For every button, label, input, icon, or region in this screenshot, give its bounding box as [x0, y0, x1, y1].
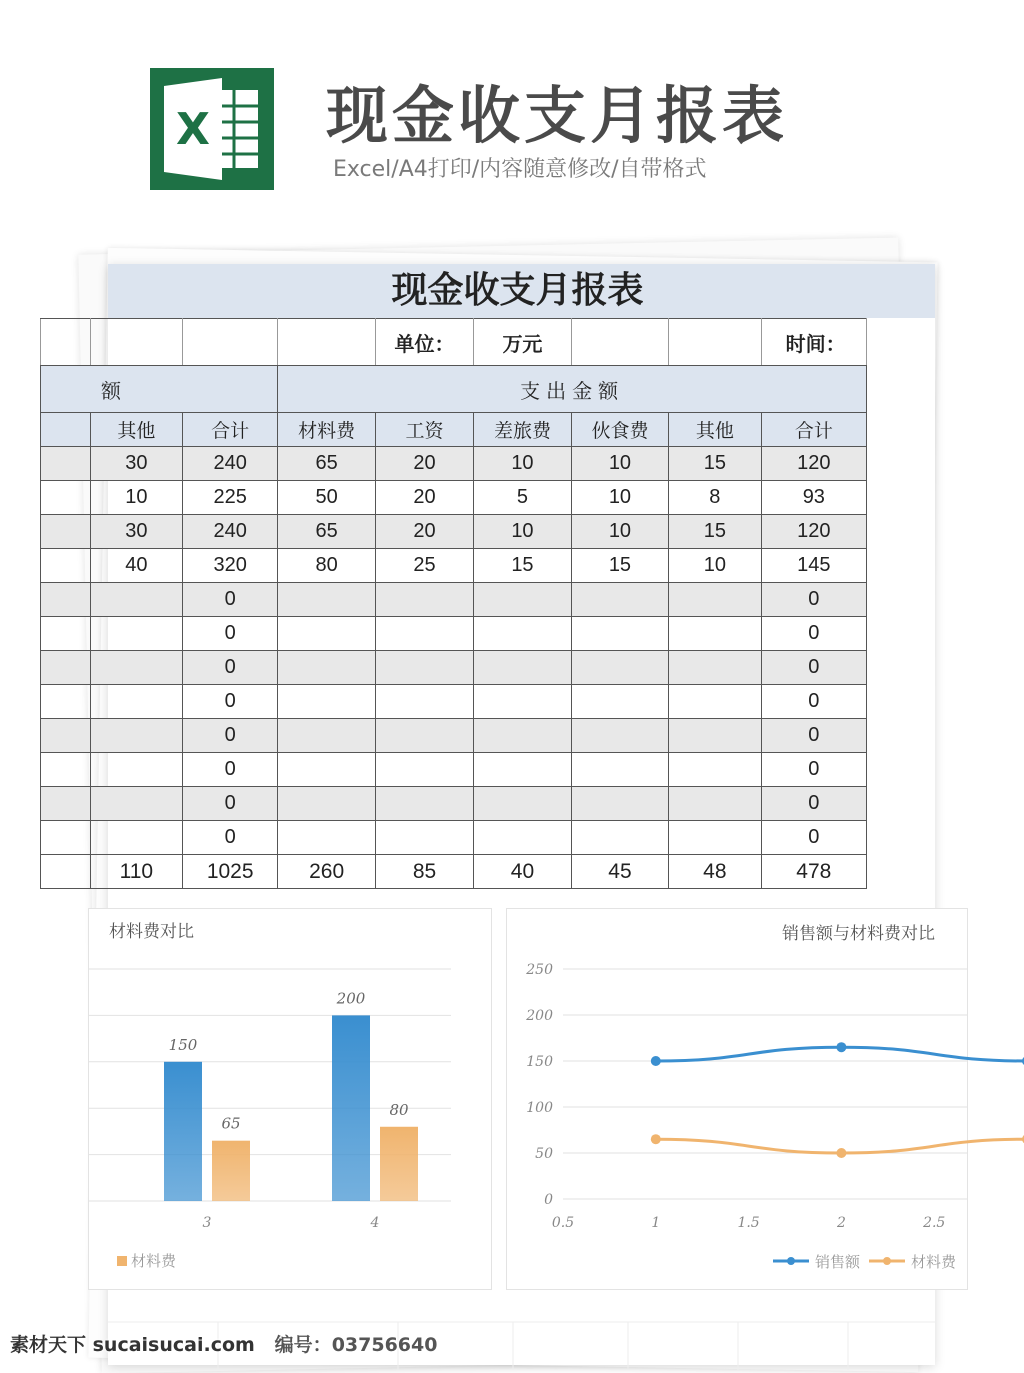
- table-cell: [376, 719, 474, 753]
- table-cell: [376, 753, 474, 787]
- column-header: 其他: [669, 413, 762, 447]
- table-cell: 20: [376, 515, 474, 549]
- x-tick-label: 2: [836, 1215, 846, 1231]
- table-cell: 10: [571, 515, 668, 549]
- column-header-row: [41, 413, 867, 447]
- income-group-header: 额: [41, 366, 278, 413]
- data-label: 150: [168, 1035, 198, 1054]
- table-cell: 0: [183, 821, 278, 855]
- chart-title: 销售额与材料费对比: [782, 924, 935, 944]
- table-cell: 10: [571, 481, 668, 515]
- legend-marker: [787, 1257, 795, 1265]
- bar-chart: [88, 908, 492, 1290]
- table-cell: [571, 617, 668, 651]
- table-row: [41, 719, 867, 753]
- table-cell: 10: [669, 549, 762, 583]
- table-cell: [278, 685, 376, 719]
- legend-swatch: [117, 1256, 127, 1266]
- total-cell: 1025: [183, 855, 278, 889]
- y-tick-label: 200: [526, 1008, 553, 1024]
- table-cell: [90, 617, 183, 651]
- table-cell: [376, 617, 474, 651]
- y-tick-label: 150: [526, 1054, 553, 1070]
- chart-title: 材料费对比: [109, 922, 194, 942]
- data-point: [651, 1056, 661, 1066]
- info-cell: [90, 319, 183, 366]
- column-header: 工资: [376, 413, 474, 447]
- table-cell: 20: [376, 481, 474, 515]
- table-cell: [474, 617, 572, 651]
- cut-cell: [41, 583, 91, 617]
- table-cell: [90, 719, 183, 753]
- table-cell: [90, 787, 183, 821]
- table-cell: 240: [183, 447, 278, 481]
- table-row: [41, 481, 867, 515]
- table-cell: [376, 651, 474, 685]
- table-cell: [278, 821, 376, 855]
- table-cell: [278, 583, 376, 617]
- table-cell: 0: [183, 719, 278, 753]
- table-cell: 30: [90, 515, 183, 549]
- data-point: [836, 1042, 846, 1052]
- watermark-id-label: 编号：: [274, 1334, 332, 1356]
- table-cell: 120: [761, 447, 866, 481]
- table-cell: 10: [90, 481, 183, 515]
- table-cell: 10: [571, 447, 668, 481]
- table-row: [41, 515, 867, 549]
- cut-cell: [41, 651, 91, 685]
- column-header: 材料费: [278, 413, 376, 447]
- table-cell: [474, 583, 572, 617]
- table-cell: 20: [376, 447, 474, 481]
- table-cell: [669, 753, 762, 787]
- cut-cell: [41, 821, 91, 855]
- table-cell: 0: [183, 787, 278, 821]
- data-label: 65: [221, 1114, 241, 1133]
- watermark: [10, 1330, 437, 1357]
- table-cell: [90, 821, 183, 855]
- cut-cell: [41, 685, 91, 719]
- report-table: [40, 318, 867, 889]
- expense-group-header: 支出金额: [278, 366, 867, 413]
- data-label: 200: [336, 989, 366, 1008]
- column-header: 差旅费: [474, 413, 572, 447]
- cut-cell: [41, 481, 91, 515]
- excel-logo-icon: [150, 68, 274, 190]
- table-cell: [90, 753, 183, 787]
- table-cell: [571, 821, 668, 855]
- total-cell: 48: [669, 855, 762, 889]
- table-cell: [571, 787, 668, 821]
- table-row: [41, 447, 867, 481]
- table-cell: 0: [761, 753, 866, 787]
- table-cell: 0: [761, 821, 866, 855]
- table-cell: [571, 719, 668, 753]
- watermark-id: 03756640: [331, 1334, 438, 1356]
- x-tick-label: 0.5: [551, 1215, 575, 1231]
- cut-cell: [41, 719, 91, 753]
- table-cell: [474, 821, 572, 855]
- table-cell: [90, 651, 183, 685]
- column-header: 其他: [90, 413, 183, 447]
- unit-value: 万元: [474, 319, 572, 366]
- table-cell: 0: [761, 685, 866, 719]
- table-cell: [571, 753, 668, 787]
- table-cell: 65: [278, 515, 376, 549]
- data-point: [836, 1148, 846, 1158]
- total-cell: 260: [278, 855, 376, 889]
- y-tick-label: 250: [526, 962, 553, 978]
- cut-cell: [41, 617, 91, 651]
- legend-marker: [883, 1257, 891, 1265]
- page-title: 现金收支月报表: [326, 79, 789, 152]
- table-row: [41, 651, 867, 685]
- data-label: 80: [389, 1100, 409, 1119]
- table-cell: 15: [669, 447, 762, 481]
- y-tick-label: 50: [535, 1146, 553, 1162]
- table-cell: 0: [761, 651, 866, 685]
- table-cell: 0: [183, 651, 278, 685]
- y-tick-label: 100: [526, 1100, 553, 1116]
- logo-letter: X: [176, 104, 210, 155]
- cut-cell: [41, 515, 91, 549]
- table-cell: [90, 685, 183, 719]
- legend-label: 材料费: [131, 1252, 177, 1270]
- table-cell: [278, 787, 376, 821]
- legend-label: 材料费: [911, 1253, 957, 1271]
- table-cell: [669, 583, 762, 617]
- table-cell: 40: [90, 549, 183, 583]
- table-cell: [571, 685, 668, 719]
- bar: [380, 1127, 418, 1201]
- table-cell: 15: [571, 549, 668, 583]
- table-cell: 240: [183, 515, 278, 549]
- table-cell: 10: [474, 515, 572, 549]
- table-cell: [571, 651, 668, 685]
- column-header: 合计: [183, 413, 278, 447]
- table-cell: [669, 651, 762, 685]
- table-cell: [669, 719, 762, 753]
- x-tick-label: 1: [651, 1215, 661, 1231]
- info-cell: [278, 319, 376, 366]
- table-cell: 80: [278, 549, 376, 583]
- table-cell: 0: [183, 685, 278, 719]
- column-header: 合计: [761, 413, 866, 447]
- table-cell: 15: [669, 515, 762, 549]
- table-cell: 0: [761, 583, 866, 617]
- table-row: [41, 685, 867, 719]
- table-cell: 225: [183, 481, 278, 515]
- table-cell: [376, 787, 474, 821]
- group-row: [41, 366, 867, 413]
- bar-chart-svg: [89, 909, 491, 1289]
- unit-label: 单位：: [376, 319, 474, 366]
- cut-cell: [41, 787, 91, 821]
- table-cell: [571, 583, 668, 617]
- total-cell: 40: [474, 855, 572, 889]
- table-cell: [90, 583, 183, 617]
- total-row: [41, 855, 867, 889]
- total-cell: 85: [376, 855, 474, 889]
- table-cell: 0: [183, 583, 278, 617]
- y-tick-label: 0: [544, 1192, 553, 1208]
- bar: [164, 1062, 202, 1201]
- line-chart-svg: [507, 909, 967, 1289]
- table-cell: 15: [474, 549, 572, 583]
- table-cell: 320: [183, 549, 278, 583]
- table-cell: [376, 685, 474, 719]
- info-cell: [183, 319, 278, 366]
- table-cell: [474, 787, 572, 821]
- info-cell: [571, 319, 668, 366]
- table-cell: 8: [669, 481, 762, 515]
- watermark-site: 素材天下 sucaisucai.com: [10, 1334, 255, 1356]
- table-cell: 0: [183, 617, 278, 651]
- info-cell: [669, 319, 762, 366]
- table-cell: 145: [761, 549, 866, 583]
- x-tick-label: 2.5: [923, 1215, 946, 1231]
- data-point: [651, 1134, 661, 1144]
- bar: [332, 1015, 370, 1201]
- table-cell: [474, 719, 572, 753]
- table-cell: 0: [761, 787, 866, 821]
- cut-cell: [41, 447, 91, 481]
- table-cell: [376, 583, 474, 617]
- table-cell: [669, 617, 762, 651]
- table-cell: [474, 651, 572, 685]
- table-cell: 50: [278, 481, 376, 515]
- table-cell: 10: [474, 447, 572, 481]
- table-cell: [474, 753, 572, 787]
- table-cell: [278, 719, 376, 753]
- table-row: [41, 549, 867, 583]
- table-cell: [278, 651, 376, 685]
- table-cell: 93: [761, 481, 866, 515]
- total-cell: 478: [761, 855, 866, 889]
- table-cell: 0: [761, 617, 866, 651]
- time-label: 时间：: [761, 319, 866, 366]
- line-chart: [506, 908, 968, 1290]
- table-row: [41, 787, 867, 821]
- table-row: [41, 821, 867, 855]
- table-cell: 0: [183, 753, 278, 787]
- cut-cell: [41, 549, 91, 583]
- bar: [212, 1141, 250, 1201]
- table-cell: [669, 787, 762, 821]
- table-cell: [669, 685, 762, 719]
- sheet-title: 现金收支月报表: [108, 264, 935, 318]
- table-cell: 5: [474, 481, 572, 515]
- table-cell: 120: [761, 515, 866, 549]
- x-tick-label: 4: [370, 1215, 380, 1231]
- table-cell: [474, 685, 572, 719]
- spreadsheet-preview: [101, 264, 957, 1365]
- table-cell: 65: [278, 447, 376, 481]
- legend-label: 销售额: [815, 1253, 861, 1271]
- table-cell: [376, 821, 474, 855]
- x-tick-label: 3: [202, 1215, 212, 1231]
- table-row: [41, 617, 867, 651]
- table-cell: 25: [376, 549, 474, 583]
- x-tick-label: 1.5: [737, 1215, 760, 1231]
- total-cell: 110: [90, 855, 183, 889]
- table-row: [41, 753, 867, 787]
- table-cell: [278, 617, 376, 651]
- table-row: [41, 583, 867, 617]
- table-cell: [669, 821, 762, 855]
- cut-cell: [41, 753, 91, 787]
- table-cell: 30: [90, 447, 183, 481]
- table-cell: [278, 753, 376, 787]
- info-row: [41, 319, 867, 366]
- column-header: 伙食费: [571, 413, 668, 447]
- table-cell: 0: [761, 719, 866, 753]
- total-cell: 45: [571, 855, 668, 889]
- page-subtitle: Excel/A4打印/内容随意修改/自带格式: [333, 157, 707, 182]
